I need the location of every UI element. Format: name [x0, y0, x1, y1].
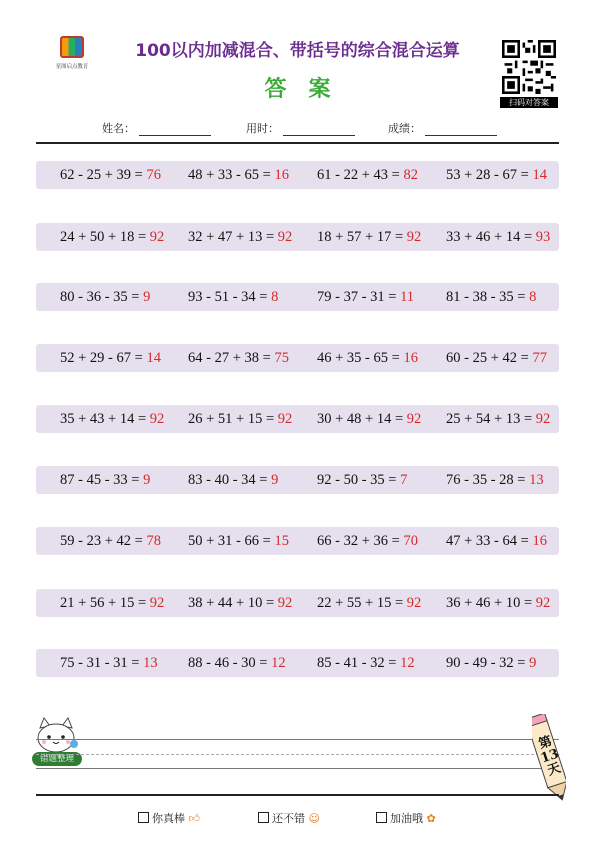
problem-item — [446, 466, 544, 494]
problem-item — [446, 161, 547, 189]
problem-answer: 75 — [274, 350, 289, 366]
problem-item — [188, 405, 292, 433]
problem-item — [188, 283, 278, 311]
problem-answer: 92 — [406, 595, 422, 611]
problem-expression: 30 + 48 + 14 = — [317, 411, 407, 427]
problem-row — [36, 283, 559, 311]
name-label: 姓名： — [102, 122, 135, 135]
problem-row — [36, 649, 559, 677]
problem-answer: 12 — [400, 655, 415, 671]
problem-row — [36, 223, 559, 251]
problem-item — [446, 589, 550, 617]
problem-answer: 92 — [406, 411, 422, 427]
problem-expression: 85 - 41 - 32 = — [317, 655, 401, 671]
problem-expression: 75 - 31 - 31 = — [60, 655, 144, 671]
problem-answer: 13 — [143, 655, 158, 671]
problem-item — [317, 283, 414, 311]
mistake-notes-area[interactable] — [36, 739, 559, 769]
problem-expression: 46 + 35 - 65 = — [317, 350, 404, 366]
problem-expression: 90 - 49 - 32 = — [446, 655, 530, 671]
problem-row — [36, 466, 559, 494]
problem-answer: 92 — [277, 411, 293, 427]
problem-item — [188, 223, 292, 251]
footer-divider — [36, 794, 559, 796]
problem-answer: 11 — [400, 289, 415, 305]
problem-item — [446, 649, 536, 677]
problem-item — [188, 344, 289, 372]
problem-expression: 32 + 47 + 13 = — [188, 229, 278, 245]
problem-expression: 21 + 56 + 15 = — [60, 595, 150, 611]
score-field[interactable] — [388, 120, 497, 136]
score-blank[interactable] — [425, 125, 497, 136]
problem-item — [446, 527, 547, 555]
problem-answer: 77 — [532, 350, 547, 366]
problem-answer: 15 — [274, 533, 289, 549]
name-field[interactable] — [102, 120, 211, 136]
problem-expression: 66 - 32 + 36 = — [317, 533, 404, 549]
problem-expression: 35 + 43 + 14 = — [60, 411, 150, 427]
problem-expression: 52 + 29 - 67 = — [60, 350, 147, 366]
problem-answer: 16 — [532, 533, 547, 549]
problem-row — [36, 589, 559, 617]
problem-item — [188, 649, 286, 677]
problem-answer: 92 — [535, 411, 551, 427]
problem-item — [317, 466, 407, 494]
problem-answer: 16 — [274, 167, 289, 183]
problem-item — [60, 466, 150, 494]
problem-answer: 14 — [532, 167, 547, 183]
problem-answer: 78 — [146, 533, 161, 549]
cheer-icon: ✿ — [426, 812, 436, 825]
problem-expression: 47 + 33 - 64 = — [446, 533, 533, 549]
problem-answer: 70 — [403, 533, 418, 549]
problem-item — [188, 589, 292, 617]
problem-item — [60, 589, 164, 617]
checkbox-icon[interactable] — [258, 812, 269, 823]
problem-item — [317, 344, 418, 372]
problem-expression: 50 + 31 - 66 = — [188, 533, 275, 549]
problem-expression: 83 - 40 - 34 = — [188, 472, 272, 488]
smile-icon: ☺ — [308, 812, 320, 825]
time-label: 用时： — [246, 122, 279, 135]
problem-answer: 82 — [403, 167, 418, 183]
problem-expression: 76 - 35 - 28 = — [446, 472, 530, 488]
problem-expression: 80 - 36 - 35 = — [60, 289, 144, 305]
rating-option-keep-going[interactable] — [376, 810, 436, 826]
problem-expression: 26 + 51 + 15 = — [188, 411, 278, 427]
time-field[interactable] — [246, 120, 355, 136]
problem-item — [446, 223, 550, 251]
problem-expression: 64 - 27 + 38 = — [188, 350, 275, 366]
problem-expression: 79 - 37 - 31 = — [317, 289, 401, 305]
problem-item — [446, 283, 536, 311]
problem-expression: 93 - 51 - 34 = — [188, 289, 272, 305]
problem-row — [36, 161, 559, 189]
problem-expression: 87 - 45 - 33 = — [60, 472, 144, 488]
problem-item — [188, 527, 289, 555]
problem-answer: 9 — [271, 472, 279, 488]
problem-expression: 22 + 55 + 15 = — [317, 595, 407, 611]
problem-answer: 92 — [149, 411, 165, 427]
problem-expression: 81 - 38 - 35 = — [446, 289, 530, 305]
problem-item — [446, 344, 547, 372]
rating-label: 你真棒 — [152, 812, 185, 825]
problem-answer: 13 — [529, 472, 544, 488]
problem-answer: 16 — [403, 350, 418, 366]
problem-answer: 92 — [149, 595, 165, 611]
problem-item — [188, 161, 289, 189]
problem-expression: 33 + 46 + 14 = — [446, 229, 536, 245]
problem-item — [60, 649, 158, 677]
problem-row — [36, 527, 559, 555]
problem-expression: 61 - 22 + 43 = — [317, 167, 404, 183]
problem-answer: 76 — [146, 167, 161, 183]
problem-answer: 92 — [535, 595, 551, 611]
problem-answer: 92 — [149, 229, 165, 245]
problem-item — [446, 405, 550, 433]
mistake-label: 错题整理 — [32, 752, 82, 766]
problem-answer: 14 — [146, 350, 161, 366]
problem-item — [317, 405, 421, 433]
problem-expression: 88 - 46 - 30 = — [188, 655, 272, 671]
time-blank[interactable] — [283, 125, 355, 136]
problem-item — [317, 161, 418, 189]
problem-expression: 92 - 50 - 35 = — [317, 472, 401, 488]
score-label: 成绩： — [388, 122, 421, 135]
problem-item — [60, 283, 150, 311]
problem-item — [60, 344, 161, 372]
problem-item — [317, 589, 421, 617]
problem-answer: 8 — [271, 289, 279, 305]
rating-option-great[interactable] — [138, 810, 200, 826]
problem-item — [60, 223, 164, 251]
problem-item — [317, 527, 418, 555]
rating-option-good[interactable] — [258, 810, 320, 826]
problem-item — [188, 466, 278, 494]
header-divider — [36, 142, 559, 144]
problem-expression: 24 + 50 + 18 = — [60, 229, 150, 245]
name-blank[interactable] — [139, 125, 211, 136]
problem-answer: 8 — [529, 289, 537, 305]
logo-text: 星图启点教育 — [55, 63, 89, 70]
problem-answer: 92 — [277, 229, 293, 245]
problem-item — [317, 223, 421, 251]
problem-answer: 12 — [271, 655, 286, 671]
problem-expression: 38 + 44 + 10 = — [188, 595, 278, 611]
qr-code-icon[interactable] — [502, 40, 556, 94]
problem-expression: 25 + 54 + 13 = — [446, 411, 536, 427]
problem-expression: 53 + 28 - 67 = — [446, 167, 533, 183]
page-title: 100以内加减混合、带括号的综合混合运算 — [135, 41, 460, 61]
problem-answer: 9 — [143, 289, 151, 305]
checkbox-icon[interactable] — [376, 812, 387, 823]
problem-answer: 92 — [277, 595, 293, 611]
problem-expression: 36 + 46 + 10 = — [446, 595, 536, 611]
problem-expression: 59 - 23 + 42 = — [60, 533, 147, 549]
rating-label: 还不错 — [272, 812, 305, 825]
rating-label: 加油哦 — [390, 812, 423, 825]
problem-item — [60, 527, 161, 555]
problem-answer: 9 — [529, 655, 537, 671]
problem-answer: 92 — [406, 229, 422, 245]
problem-expression: 60 - 25 + 42 = — [446, 350, 533, 366]
thumbs-up-icon: 👍︎ — [188, 812, 200, 825]
problem-expression: 18 + 57 + 17 = — [317, 229, 407, 245]
problem-answer: 9 — [143, 472, 151, 488]
checkbox-icon[interactable] — [138, 812, 149, 823]
problem-item — [317, 649, 415, 677]
problem-expression: 62 - 25 + 39 = — [60, 167, 147, 183]
problem-expression: 48 + 33 - 65 = — [188, 167, 275, 183]
answer-heading: 答案 — [264, 77, 353, 102]
day-label: 第13天 — [537, 734, 563, 779]
problem-row — [36, 405, 559, 433]
problem-row — [36, 344, 559, 372]
qr-label: 扫码对答案 — [500, 97, 558, 108]
problem-item — [60, 161, 161, 189]
problem-answer: 7 — [400, 472, 408, 488]
problem-item — [60, 405, 164, 433]
problem-answer: 93 — [535, 229, 551, 245]
